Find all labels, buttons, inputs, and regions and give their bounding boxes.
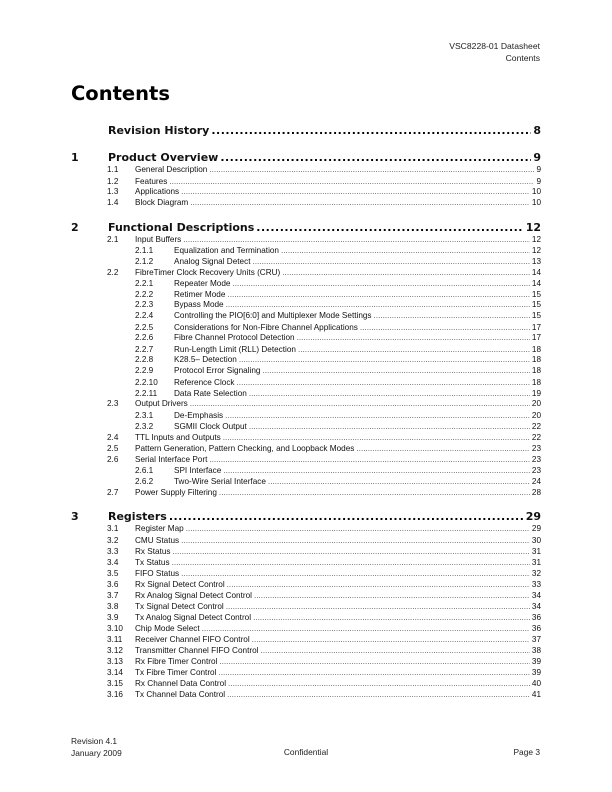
toc-entry[interactable] [71,558,541,569]
toc-entry-page[interactable]: 24 [531,477,541,486]
toc-entry-page[interactable]: 40 [531,679,541,688]
header-doc-title: VSC8228-01 Datasheet [449,41,540,51]
toc-entry-title[interactable]: De-Emphasis [174,411,224,420]
toc-entry[interactable] [71,433,541,444]
toc-entry-page[interactable]: 36 [531,613,541,622]
dot-leader [268,477,530,486]
toc-entry-number: 2.1 [107,235,119,244]
dot-leader [186,524,530,533]
toc-entry-number: 2.3 [107,399,119,408]
toc-entry-number: 3.13 [107,657,123,666]
toc-entry-number: 3.6 [107,580,119,589]
toc-entry-title[interactable]: TTL Inputs and Outputs [135,433,221,442]
toc-entry[interactable] [71,333,541,344]
toc-entry-title[interactable]: Retimer Mode [174,290,226,299]
dot-leader [262,366,529,375]
toc-entry-title[interactable]: Bypass Mode [174,300,224,309]
toc-entry-number: 2.4 [107,433,119,442]
toc-entry[interactable] [71,268,541,279]
toc-entry-page[interactable]: 38 [531,646,541,655]
toc-entry-number: 2.1.2 [135,257,154,266]
footer-page-number: Page 3 [513,747,540,757]
toc-entry-title[interactable]: Power Supply Filtering [135,488,217,497]
toc-entry-title[interactable]: K28.5– Detection [174,355,237,364]
dot-leader [298,345,530,354]
toc-entry-number: 3.5 [107,569,119,578]
toc-entry-title[interactable]: Applications [135,187,180,196]
dot-leader [228,679,530,688]
toc-entry-page[interactable]: 9 [536,165,541,174]
toc-entry-number: 3.8 [107,602,119,611]
toc-entry-title[interactable]: FibreTimer Clock Recovery Units (CRU) [135,268,281,277]
toc-entry-number: 2.2.6 [135,333,154,342]
toc-entry-number: 2.2.10 [135,378,158,387]
toc-entry-number: 1.4 [107,198,119,207]
toc-entry-title[interactable]: Pattern Generation, Pattern Checking, and Loopback Modes [135,444,355,453]
toc-entry-page[interactable]: 34 [531,602,541,611]
toc-entry-title[interactable]: Fibre Channel Protocol Detection [174,333,295,342]
toc-entry[interactable] [71,366,541,377]
toc-entry[interactable] [71,221,541,235]
toc-entry-page[interactable]: 36 [531,624,541,633]
toc-entry[interactable] [71,279,541,290]
toc-entry-title[interactable]: Rx Fibre Timer Control [135,657,218,666]
toc-entry[interactable] [71,466,541,477]
toc-entry-page[interactable]: 18 [531,366,541,375]
page-header [449,40,540,64]
toc-entry-title[interactable]: SPI Interface [174,466,222,475]
toc-entry[interactable] [71,679,541,690]
dot-leader [211,124,531,137]
toc-entry[interactable] [71,646,541,657]
toc-entry[interactable] [71,444,541,455]
dot-leader [209,455,530,464]
dot-leader [249,422,530,431]
toc-entry-title[interactable]: Repeater Mode [174,279,231,288]
toc-entry[interactable] [71,580,541,591]
dot-leader [218,668,529,677]
toc-entry-title[interactable]: Rx Analog Signal Detect Control [135,591,252,600]
toc-entry-number: 2.2.11 [135,389,158,398]
toc-entry-title[interactable]: Features [135,177,168,186]
toc-entry-title[interactable]: Functional Descriptions [108,221,255,234]
dot-leader [226,300,530,309]
toc-entry-page[interactable]: 29 [525,510,541,523]
toc-entry[interactable] [71,547,541,558]
toc-entry[interactable] [71,311,541,322]
dot-leader [173,547,530,556]
toc-entry-title[interactable]: FIFO Status [135,569,180,578]
header-section: Contents [505,53,540,63]
toc-entry-number: 3.2 [107,536,119,545]
toc-entry[interactable] [71,613,541,624]
toc-entry-number: 2.3.1 [135,411,154,420]
toc-entry-page[interactable]: 23 [531,455,541,464]
toc-entry[interactable] [71,602,541,613]
toc-entry[interactable] [71,455,541,466]
toc-entry-title[interactable]: Tx Channel Data Control [135,690,226,699]
toc-entry[interactable] [71,300,541,311]
toc-entry-number: 3 [71,510,79,523]
toc-entry[interactable] [71,257,541,268]
dot-leader [219,657,530,666]
toc-entry-title[interactable]: Registers [108,510,167,523]
toc-entry-number: 2.2.9 [135,366,154,375]
toc-entry-number: 2.5 [107,444,119,453]
toc-entry-page[interactable]: 20 [531,411,541,420]
toc-entry-page[interactable]: 13 [531,257,541,266]
dot-leader [254,591,530,600]
dot-leader [249,389,530,398]
toc-entry-number: 2.2 [107,268,119,277]
toc-entry-page[interactable]: 10 [531,187,541,196]
toc-entry[interactable] [71,378,541,389]
dot-leader [297,333,530,342]
toc-entry-number: 1.1 [107,165,119,174]
toc-entry-page[interactable]: 18 [531,355,541,364]
toc-entry-title[interactable]: Rx Signal Detect Control [135,580,225,589]
dot-leader [190,198,530,207]
toc-entry[interactable] [71,635,541,646]
dot-leader [219,488,530,497]
toc-entry-title[interactable]: Considerations for Non-Fibre Channel Applications [174,323,358,332]
dot-leader [169,510,524,523]
toc-entry-title[interactable]: Two-Wire Serial Interface [174,477,266,486]
toc-entry-number: 3.7 [107,591,119,600]
toc-entry-page[interactable]: 9 [533,151,541,164]
toc-entry-page[interactable]: 10 [531,198,541,207]
toc-entry-number: 2.6.1 [135,466,154,475]
toc-entry-number: 3.3 [107,547,119,556]
toc-entry-page[interactable]: 37 [531,635,541,644]
toc-entry-page[interactable]: 18 [531,378,541,387]
dot-leader [374,311,530,320]
toc-entry-page[interactable]: 15 [531,290,541,299]
toc-entry[interactable] [71,690,541,701]
dot-leader [223,433,530,442]
toc-entry-title[interactable]: Run-Length Limit (RLL) Detection [174,345,296,354]
toc-entry-title[interactable]: Receiver Channel FIFO Control [135,635,250,644]
toc-entry-number: 3.4 [107,558,119,567]
toc-entry-number: 2.2.8 [135,355,154,364]
toc-entry-number: 3.12 [107,646,123,655]
toc-entry-number: 3.9 [107,613,119,622]
toc-entry-title[interactable]: Controlling the PIO[6:0] and Multiplexer Mode Settings [174,311,372,320]
footer-confidential: Confidential [283,747,329,757]
dot-leader [226,602,530,611]
toc-entry-title[interactable]: Data Rate Selection [174,389,247,398]
toc-entry-number: 3.11 [107,635,123,644]
toc-entry[interactable] [71,399,541,410]
toc-entry-number: 2.2.1 [135,279,154,288]
toc-entry-page[interactable]: 8 [533,124,541,137]
toc-entry-page[interactable]: 32 [531,569,541,578]
toc-entry-title[interactable]: Block Diagram [135,198,189,207]
dot-leader [281,246,530,255]
toc-entry-page[interactable]: 15 [531,311,541,320]
toc-entry-number: 2.2.3 [135,300,154,309]
dot-leader [237,378,530,387]
toc-entry-page[interactable]: 12 [531,235,541,244]
toc-entry[interactable] [71,569,541,580]
toc-entry-page[interactable]: 30 [531,536,541,545]
toc-entry-number: 2.2.2 [135,290,154,299]
toc-entry[interactable] [71,151,541,165]
toc-entry[interactable] [71,510,541,524]
toc-entry-title[interactable]: General Description [135,165,208,174]
toc-entry-title[interactable]: Rx Channel Data Control [135,679,227,688]
toc-entry-number: 2.6 [107,455,119,464]
dot-leader [172,558,530,567]
dot-leader [260,646,529,655]
dot-leader [223,466,530,475]
toc-entry-page[interactable]: 39 [531,657,541,666]
dot-leader [356,444,530,453]
toc-entry-title[interactable]: Input Buffers [135,235,182,244]
toc-entry-page[interactable]: 31 [531,547,541,556]
page-title: Contents [71,82,170,105]
dot-leader [220,151,531,164]
toc-entry-page[interactable]: 14 [531,268,541,277]
toc-entry[interactable] [71,198,541,209]
dot-leader [181,187,530,196]
toc-entry[interactable] [71,657,541,668]
toc-entry-number: 3.16 [107,690,123,699]
dot-leader [227,690,530,699]
toc-entry-title[interactable]: Protocol Error Signaling [174,366,261,375]
toc-entry-number: 2.2.4 [135,311,154,320]
dot-leader [181,569,530,578]
dot-leader [190,399,530,408]
dot-leader [169,177,534,186]
dot-leader [227,290,529,299]
toc-entry-title[interactable]: Analog Signal Detect [174,257,251,266]
toc-entry-title[interactable]: Serial Interface Port [135,455,208,464]
toc-entry-title[interactable]: Tx Signal Detect Control [135,602,224,611]
dot-leader [202,624,530,633]
toc-entry-page[interactable]: 22 [531,433,541,442]
toc-entry-page[interactable]: 17 [531,323,541,332]
toc-entry-page[interactable]: 33 [531,580,541,589]
footer-revision: Revision 4.1 [71,736,118,746]
toc-entry-page[interactable]: 28 [531,488,541,497]
toc-entry-page[interactable]: 20 [531,399,541,408]
toc-entry-page[interactable]: 19 [531,389,541,398]
toc-entry-page[interactable]: 12 [531,246,541,255]
toc-entry[interactable] [71,411,541,422]
dot-leader [227,580,530,589]
toc-entry-page[interactable]: 41 [531,690,541,699]
toc-entry[interactable] [71,246,541,257]
toc-entry-number: 2.1.1 [135,246,154,255]
toc-entry-title[interactable]: Rx Status [135,547,171,556]
toc-entry[interactable] [71,235,541,246]
toc-entry-page[interactable]: 31 [531,558,541,567]
toc-entry[interactable] [71,187,541,198]
dot-leader [256,221,523,234]
toc-entry-page[interactable]: 18 [531,345,541,354]
toc-entry-page[interactable]: 14 [531,279,541,288]
toc-entry-title[interactable]: Product Overview [108,151,219,164]
toc-entry-title[interactable]: Equalization and Termination [174,246,279,255]
toc-entry-number: 3.1 [107,524,119,533]
dot-leader [253,613,530,622]
toc-entry-page[interactable]: 9 [536,177,541,186]
toc-entry-page[interactable]: 29 [531,524,541,533]
toc-entry-page[interactable]: 34 [531,591,541,600]
dot-leader [360,323,530,332]
dot-leader [252,635,530,644]
toc-entry-page[interactable]: 12 [525,221,541,234]
dot-leader [282,268,530,277]
dot-leader [181,536,530,545]
toc-entry-title[interactable]: Reference Clock [174,378,235,387]
toc-entry[interactable] [71,165,541,176]
dot-leader [225,411,530,420]
toc-entry-number: 3.15 [107,679,123,688]
toc-entry-number: 2.6.2 [135,477,154,486]
toc-entry-page[interactable]: 17 [531,333,541,342]
toc-entry-title[interactable]: SGMII Clock Output [174,422,247,431]
toc-entry-number: 3.14 [107,668,123,677]
toc-entry-number: 1.3 [107,187,119,196]
toc-entry-number: 2.2.7 [135,345,154,354]
toc-entry-number: 2.7 [107,488,119,497]
toc-entry[interactable] [71,477,541,488]
toc-entry-title[interactable]: Chip Mode Select [135,624,200,633]
toc-entry-number: 2 [71,221,79,234]
dot-leader [232,279,529,288]
toc-entry-number: 2.2.5 [135,323,154,332]
toc-entry[interactable] [71,488,541,499]
toc-entry-page[interactable]: 39 [531,668,541,677]
toc-entry-title[interactable]: CMU Status [135,536,180,545]
toc-entry-number: 2.3.2 [135,422,154,431]
toc-entry-title[interactable]: Output Drivers [135,399,188,408]
toc-entry-page[interactable]: 23 [531,444,541,453]
toc-entry-title[interactable]: Revision History [108,124,210,137]
toc-entry-title[interactable]: Tx Analog Signal Detect Control [135,613,252,622]
toc-entry-number: 1 [71,151,79,164]
toc-entry-page[interactable]: 23 [531,466,541,475]
toc-entry-page[interactable]: 15 [531,300,541,309]
toc-entry-title[interactable]: Tx Status [135,558,170,567]
toc-entry[interactable] [71,536,541,547]
dot-leader [252,257,529,266]
toc-entry-title[interactable]: Tx Fibre Timer Control [135,668,217,677]
toc-entry[interactable] [71,624,541,635]
toc-entry-title[interactable]: Register Map [135,524,184,533]
toc-entry[interactable] [71,422,541,433]
toc-entry[interactable] [71,355,541,366]
toc-entry-number: 1.2 [107,177,119,186]
dot-leader [239,355,530,364]
toc-entry-page[interactable]: 22 [531,422,541,431]
dot-leader [209,165,534,174]
dot-leader [183,235,530,244]
toc-entry[interactable] [71,124,541,138]
toc-entry-title[interactable]: Transmitter Channel FIFO Control [135,646,259,655]
toc-entry-number: 3.10 [107,624,123,633]
footer-date: January 2009 [71,748,122,758]
toc-entry[interactable] [71,524,541,535]
toc-entry[interactable] [71,668,541,679]
toc-entry[interactable] [71,591,541,602]
